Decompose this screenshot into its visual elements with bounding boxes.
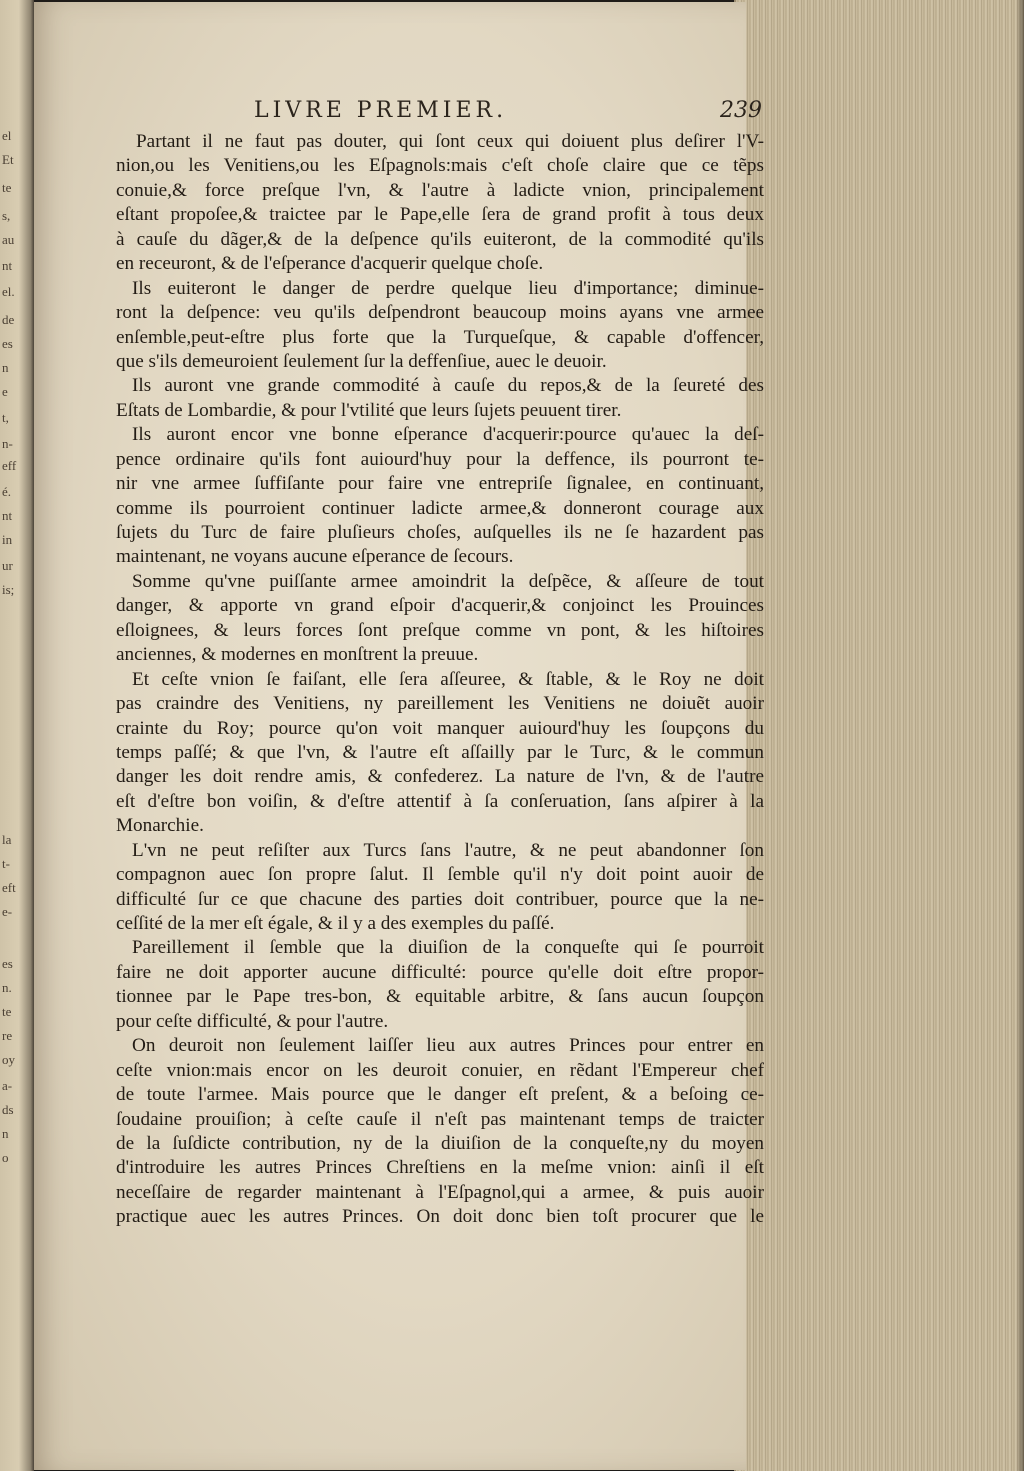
text-line: ront la deſpence: veu qu'ils deſpendront beaucoup moins ayans vne armee: [116, 302, 764, 324]
text-line: ceſte vnion:mais encor on les deuroit conuier, en rẽdant l'Empereur chef: [116, 1059, 764, 1081]
text-line: Et ceſte vnion ſe faiſant, elle ſera aſſeuree, & ſtable, & le Roy ne doit: [132, 668, 764, 690]
previous-page-fragment: eff: [2, 458, 17, 473]
previous-page-fragment: te: [2, 180, 12, 195]
text-line: nir vne armee ſuffiſante pour faire vne entrepriſe ſignalee, en continuant,: [116, 473, 764, 495]
previous-page-fragment: in: [2, 532, 13, 547]
text-line: crainte du Roy; pource qu'on voit manquer auiourd'huy les ſoupçons du: [116, 717, 764, 739]
previous-page-fragment: n: [2, 360, 9, 375]
page-leaf: [34, 2, 764, 1470]
previous-page-fragment: a-: [2, 1078, 13, 1093]
text-line: Ils auront encor vne bonne eſperance d'acquerir:pource qu'auec la deſ-: [132, 424, 764, 446]
text-line: faire ne doit apporter aucune difficulté: pource qu'elle doit eſtre propor-: [116, 961, 764, 983]
text-line: que s'ils demeuroient ſeulement ſur la deffenſiue, auec le deuoir.: [116, 350, 607, 372]
text-line: difficulté ſur ce que chacune des parties doit contribuer, pource que la ne-: [116, 888, 764, 910]
text-line: comme ils pourroient continuer ladicte armee,& donneront courage aux: [116, 497, 764, 519]
previous-page-fragment: la: [2, 832, 12, 847]
text-line: On deuroit non ſeulement laiſſer lieu aux autres Princes pour entrer en: [132, 1035, 764, 1057]
previous-page-fragment: é.: [2, 484, 12, 499]
previous-page-fragment: ds: [2, 1102, 14, 1117]
previous-page-fragment: n: [2, 1126, 9, 1141]
previous-page-fragment: ur: [2, 558, 13, 573]
previous-page-fragment: au: [2, 232, 15, 247]
previous-page-fragment: re: [2, 1028, 13, 1043]
text-line: ceſſité de la mer eſt égale, & il y a des exemples du paſſé.: [116, 913, 555, 934]
text-line: eſtant propoſee,& traictee par le Pape,elle ſera de grand profit à tous deux: [116, 204, 764, 226]
previous-page-fragment: o: [2, 1150, 9, 1165]
previous-page-fragment: es: [2, 956, 13, 971]
previous-page-fragment: nt: [2, 258, 13, 273]
previous-page-edge: [0, 0, 34, 1471]
previous-page-fragment: el: [2, 128, 12, 143]
previous-page-fragment: n.: [2, 980, 12, 995]
previous-page-fragment: nt: [2, 508, 13, 523]
text-line: ſoudaine prouiſion; à ceſte cauſe il n'eſt pas maintenant temps de traicter: [116, 1108, 764, 1130]
text-line: Eſtats de Lombardie, & pour l'vtilité que leurs ſujets peuuent tirer.: [116, 399, 622, 421]
text-line: danger, & apporte vn grand eſpoir d'acquerir,& conjoinct les Prouinces: [116, 595, 764, 617]
previous-page-fragment: t,: [2, 410, 9, 425]
text-line: compagnon auec ſon propre ſalut. Il ſemble qu'il n'y doit point auoir de: [116, 864, 764, 886]
text-line: Somme qu'vne puiſſante armee amoindrit la deſpẽce, & aſſeure de tout: [132, 570, 764, 592]
text-line: anciennes, & modernes en monſtrent la preuue.: [116, 644, 479, 666]
previous-page-fragment: de: [2, 312, 15, 327]
previous-page-fragment: t-: [2, 856, 10, 871]
text-line: Monarchie.: [116, 815, 204, 837]
text-line: Ils euiteront le danger de perdre quelque lieu d'importance; diminue-: [132, 277, 764, 299]
text-line: de toute l'armee. Mais pource que le danger eſt preſent, & a beſoing ce-: [116, 1084, 764, 1106]
previous-page-fragment: Et: [2, 152, 14, 167]
text-line: nion,ou les Venitiens,ou les Eſpagnols:mais c'eſt choſe claire que ce tẽps: [116, 155, 764, 177]
text-line: pence ordinaire qu'ils font auiourd'huy pour la deffence, ils pourront te-: [116, 448, 764, 470]
text-line: à cauſe du dãger,& de la deſpence qu'ils euiteront, de la commodité qu'ils: [116, 228, 764, 250]
previous-page-fragment: s,: [2, 208, 11, 223]
text-line: pour ceſte difficulté, & pour l'autre.: [116, 1010, 389, 1032]
running-head-title: LIVRE PREMIER.: [254, 98, 508, 123]
text-line: en receuront, & de l'eſperance d'acquerir quelque choſe.: [116, 253, 544, 275]
text-line: temps paſſé; & que l'vn, & l'autre eſt aſſailly par le Turc, & le commun: [116, 741, 764, 763]
text-line: pas craindre des Venitiens, ny pareillement les Venitiens ne doiuẽt auoir: [116, 693, 764, 715]
text-line: Partant il ne faut pas douter, qui ſont ceux qui doiuent plus deſirer l'V-: [136, 131, 764, 152]
previous-page-fragment: n-: [2, 436, 13, 451]
previous-page-fragment: e: [2, 384, 8, 399]
text-line: Ils auront vne grande commodité à cauſe du repos,& de la ſeureté des: [132, 375, 764, 397]
text-line: conuie,& force preſque l'vn, & l'autre à ladicte vnion, principalement: [116, 179, 764, 201]
previous-page-fragment: is;: [2, 582, 15, 597]
body-text: [116, 130, 764, 1230]
book-page: [34, 0, 1024, 1471]
page-block-edges: [734, 0, 1024, 1471]
text-line: practique auec les autres Princes. On doit donc bien toſt procurer que le: [116, 1206, 764, 1228]
text-line: enſemble,peut-eſtre plus forte que la Turqueſque, & capable d'offencer,: [116, 326, 764, 348]
page-number: 239: [720, 98, 762, 123]
text-line: danger les doit rendre amis, & confederez. La nature de l'vn, & de l'autre: [116, 766, 764, 788]
previous-page-fragment: oy: [2, 1052, 15, 1067]
text-line: d'introduire les autres Princes Chreſtiens en la meſme vnion: ainſi il eſt: [116, 1157, 764, 1179]
text-line: neceſſaire de regarder maintenant à l'Eſpagnol,qui a armee, & puis auoir: [116, 1181, 764, 1203]
text-line: ſujets du Turc de faire pluſieurs choſes, auſquelles ils ne ſe hazardent pas: [116, 522, 764, 543]
text-line: eſloignees, & leurs forces ſont preſque comme vn pont, & les hiſtoires: [116, 619, 764, 641]
text-line: L'vn ne peut reſiſter aux Turcs ſans l'autre, & ne peut abandonner ſon: [132, 839, 764, 861]
text-line: eſt d'eſtre bon voiſin, & d'eſtre attentif à ſa conſeruation, ſans aſpirer à la: [116, 790, 764, 812]
previous-page-fragment: es: [2, 336, 13, 351]
previous-page-fragment: e-: [2, 904, 13, 919]
previous-page-fragment: el.: [2, 284, 15, 299]
previous-page-fragment: eft: [2, 880, 16, 895]
previous-page-fragment: te: [2, 1004, 12, 1019]
text-line: maintenant, ne voyans aucune eſperance de ſecours.: [116, 546, 514, 568]
text-line: tionnee par le Pape tres-bon, & equitable arbitre, & ſans aucun ſoupçon: [116, 986, 764, 1008]
text-line: de la ſuſdicte contribution, ny de la diuiſion de la conqueſte,ny du moyen: [116, 1132, 764, 1154]
text-line: Pareillement il ſemble que la diuiſion de la conqueſte qui ſe pourroit: [132, 937, 764, 959]
